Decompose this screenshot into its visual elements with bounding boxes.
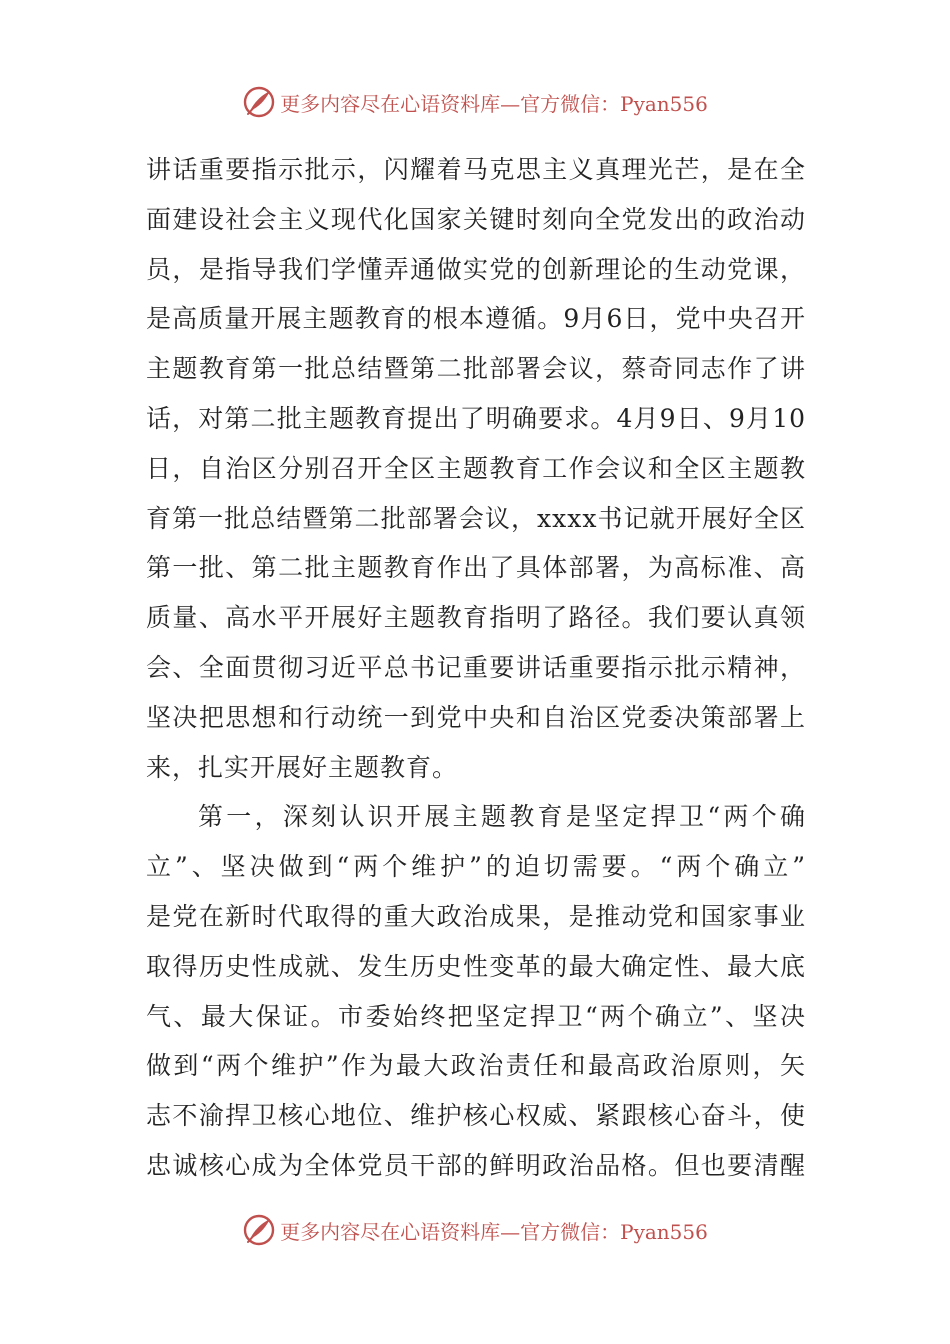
text-line: 话，对第二批主题教育提出了明确要求。4月9日、9月10 (146, 403, 806, 433)
text-line: 气、最大保证。市委始终把坚定捍卫“两个确立”、坚决 (146, 1001, 806, 1031)
paragraph-1 (146, 145, 806, 792)
footer-watermark-banner (0, 1210, 950, 1250)
text-line: 是党在新时代取得的重大政治成果，是推动党和国家事业 (146, 901, 806, 931)
text-line: 立”、坚决做到“两个维护”的迫切需要。“两个确立” (146, 852, 806, 882)
feather-pen-logo-icon (242, 1213, 276, 1247)
header-watermark-banner (0, 82, 950, 122)
text-line: 取得历史性成就、发生历史性变革的最大确定性、最大底 (146, 951, 806, 981)
document-body (146, 145, 806, 1191)
text-line: 第一，深刻认识开展主题教育是坚定捍卫“两个确 (198, 802, 806, 832)
text-line: 会、全面贯彻习近平总书记重要讲话重要指示批示精神， (146, 652, 806, 682)
banner-text: 更多内容尽在心语资料库—官方微信：Pyan556 (280, 91, 708, 116)
text-line: 是高质量开展主题教育的根本遵循。9月6日，党中央召开 (146, 304, 806, 334)
text-line: 面建设社会主义现代化国家关键时刻向全党发出的政治动 (146, 204, 806, 234)
feather-pen-logo-icon (242, 85, 276, 119)
text-line: 坚决把思想和行动统一到党中央和自治区党委决策部署上 (146, 702, 806, 732)
text-line: 忠诚核心成为全体党员干部的鲜明政治品格。但也要清醒 (146, 1150, 806, 1180)
text-line: 讲话重要指示批示，闪耀着马克思主义真理光芒，是在全 (146, 155, 806, 184)
text-line: 员，是指导我们学懂弄通做实党的创新理论的生动党课， (146, 254, 806, 284)
text-line: 第一批、第二批主题教育作出了具体部署，为高标准、高 (146, 553, 806, 583)
paragraph-2 (146, 792, 806, 1190)
text-line: 育第一批总结暨第二批部署会议，xxxx书记就开展好全区 (146, 503, 806, 533)
text-line: 来，扎实开展好主题教育。 (146, 752, 459, 782)
text-line: 志不渝捍卫核心地位、维护核心权威、紧跟核心奋斗，使 (146, 1101, 806, 1131)
text-line: 做到“两个维护”作为最大政治责任和最高政治原则，矢 (146, 1051, 806, 1081)
banner-text: 更多内容尽在心语资料库—官方微信：Pyan556 (280, 1219, 708, 1244)
text-line: 主题教育第一批总结暨第二批部署会议，蔡奇同志作了讲 (146, 354, 806, 384)
text-line: 日，自治区分别召开全区主题教育工作会议和全区主题教 (146, 453, 806, 483)
text-line: 质量、高水平开展好主题教育指明了路径。我们要认真领 (146, 603, 806, 633)
